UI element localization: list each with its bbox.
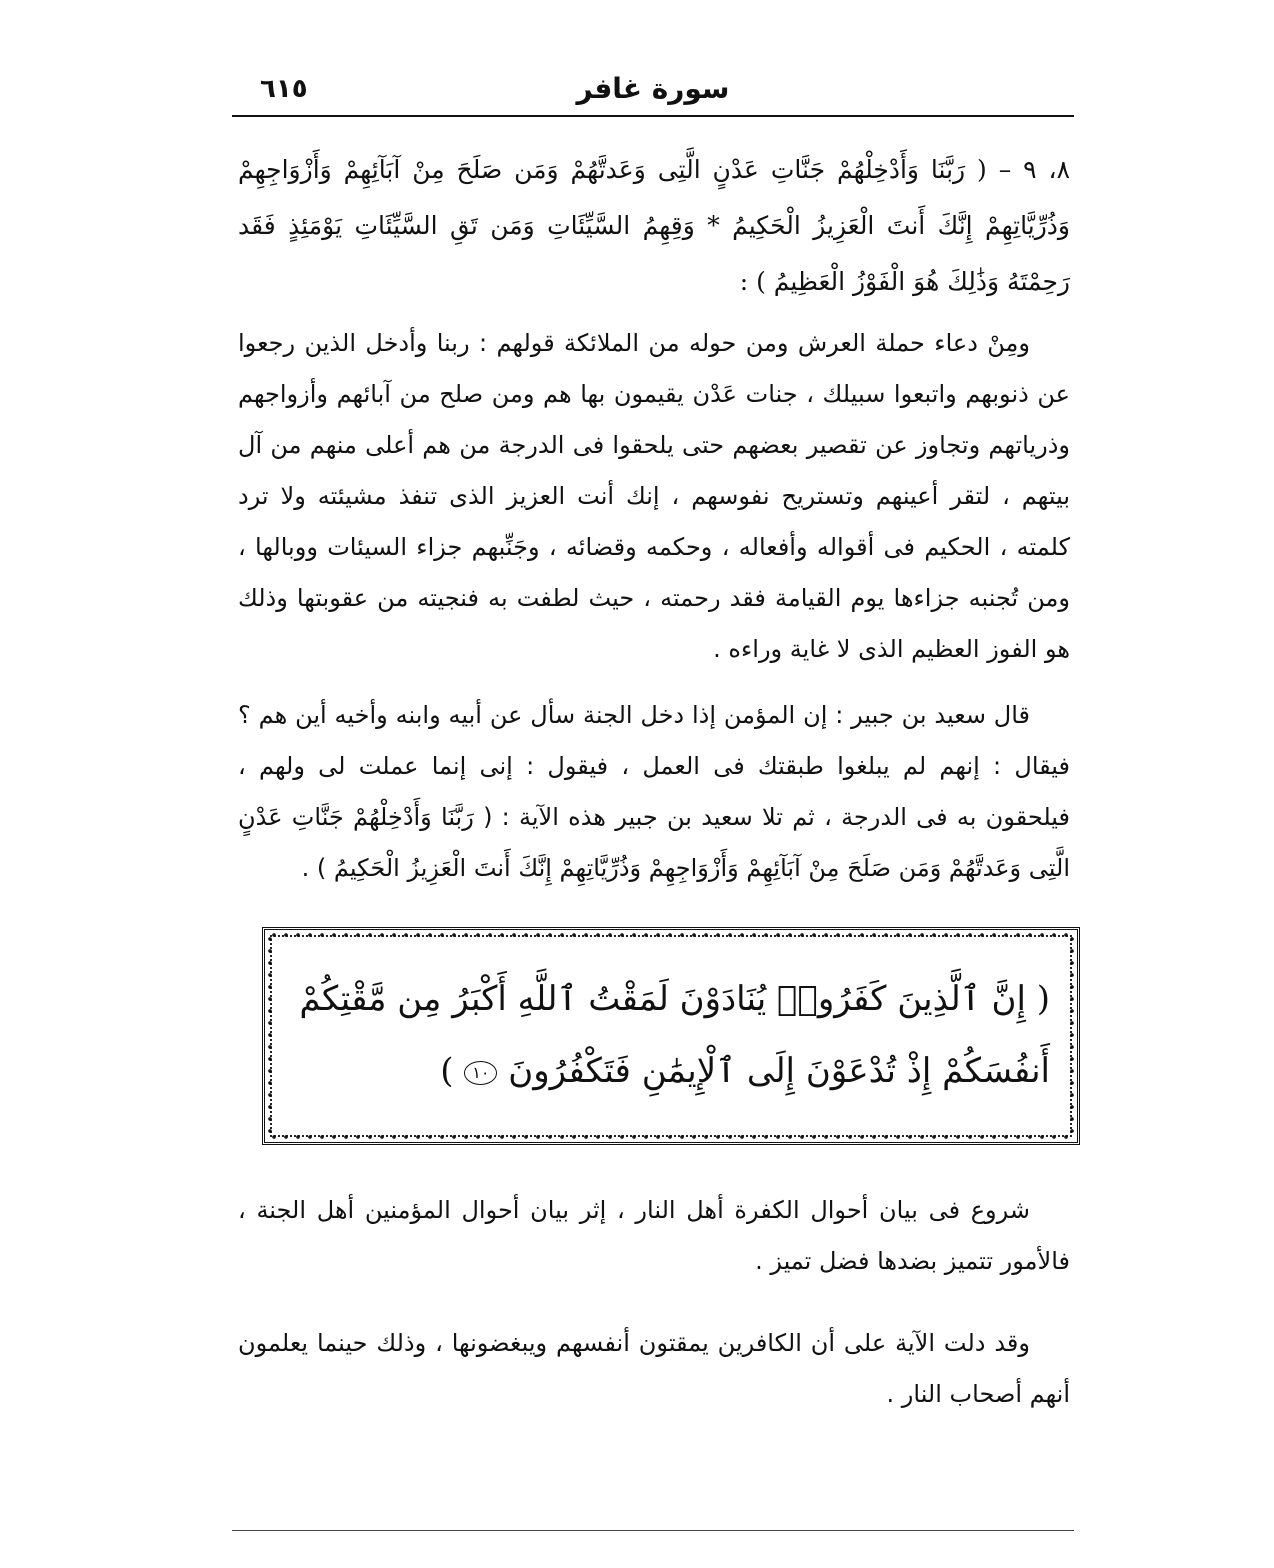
border-dots-top: [268, 931, 1074, 939]
framed-verse-closing: ): [440, 1051, 454, 1091]
page-number: ٦١٥: [260, 74, 308, 104]
footer-divider: [232, 1530, 1074, 1531]
surah-title: سورة غافر: [576, 72, 730, 105]
header-divider: [232, 115, 1074, 117]
border-dots-left: [266, 933, 274, 1139]
tafsir-paragraph-3: شروع فى بيان أحوال الكفرة أهل النار ، إثر بيان أحوال المؤمنين أهل الجنة ، فالأمور تتميز بضدها فضل تميز .: [238, 1196, 1070, 1275]
border-dots-right: [1068, 933, 1076, 1139]
framed-verse-text: ( إِنَّ ٱلَّذِينَ كَفَرُوا۟ يُنَادَوْنَ لَمَقْتُ ٱللَّهِ أَكْبَرُ مِن مَّقْتِكُمْ أَنفُسَكُمْ إِذْ تُدْعَوْنَ إِلَى ٱلْإِيمَٰنِ فَتَكْفُرُونَ: [299, 979, 1050, 1091]
page-header: [232, 70, 1074, 110]
border-dots-bottom: [268, 1133, 1074, 1141]
tafsir-paragraph-2: قال سعيد بن جبير : إن المؤمن إذا دخل الجنة سأل عن أبيه وابنه وأخيه أين هم ؟ فيقال : إنهم لم يبلغوا طبقتك فى العمل ، فيقول : إنى إنما عملت لى ولهم ، فيلحقون به فى الدرجة ، ثم تلا سعيد بن جبير هذه الآية : ( رَبَّنَا وَأَدْخِلْهُمْ جَنَّاتِ عَدْنٍ الَّتِى وَعَدتَّهُمْ وَمَن صَلَحَ مِنْ آبَآئِهِمْ وَأَزْوَاجِهِمْ وَذُرِّيَّاتِهِمْ إِنَّكَ أَنتَ الْعَزِيزُ الْحَكِيمُ ) .: [238, 701, 1070, 882]
tafsir-paragraph-4: وقد دلت الآية على أن الكافرين يمقتون أنفسهم ويبغضونها ، وذلك حينما يعلمون أنهم أصحاب النار .: [238, 1329, 1070, 1408]
framed-verse-box: [262, 927, 1080, 1145]
framed-verse-text-wrapper: [292, 963, 1050, 1107]
tafsir-paragraph-1: ومِنْ دعاء حملة العرش ومن حوله من الملائكة قولهم : ربنا وأدخل الذين رجعوا عن ذنوبهم واتبعوا سبيلك ، جنات عَدْن يقيمون بها هم ومن صلح من آبائهم وأزواجهم وذرياتهم وتجاوز عن تقصير بعضهم حتى يلحقوا فى الدرجة من هم أعلى منهم من آل بيتهم ، لتقر أعينهم وتستريح نفوسهم ، إنك أنت العزيز الذى تنفذ مشيئته ولا ترد كلمته ، الحكيم فى أقواله وأفعاله ، وحكمه وقضائه ، وجَنِّبهم جزاء السيئات ووبالها ، ومن تُجنبه جزاءها يوم القيامة فقد رحمته ، حيث لطفت به فنجيته من عقوبتها وذلك هو الفوز العظيم الذى لا غاية وراءه .: [238, 329, 1070, 663]
verse-paragraph-8-9: ٨، ٩ – ( رَبَّنَا وَأَدْخِلْهُمْ جَنَّاتِ عَدْنٍ الَّتِى وَعَدتَّهُمْ وَمَن صَلَحَ مِنْ آبَآئِهِمْ وَأَزْوَاجِهِمْ وَذُرِّيَّاتِهِمْ إِنَّكَ أَنتَ الْعَزِيزُ الْحَكِيمُ * وَقِهِمُ السَّيِّئَاتِ وَمَن تَقِ السَّيِّئَاتِ يَوْمَئِذٍ فَقَد رَحِمْتَهُ وَذَٰلِكَ هُوَ الْفَوْزُ الْعَظِيمُ ) :: [238, 155, 1071, 296]
verse-number-marker: ١٠: [464, 1061, 497, 1085]
